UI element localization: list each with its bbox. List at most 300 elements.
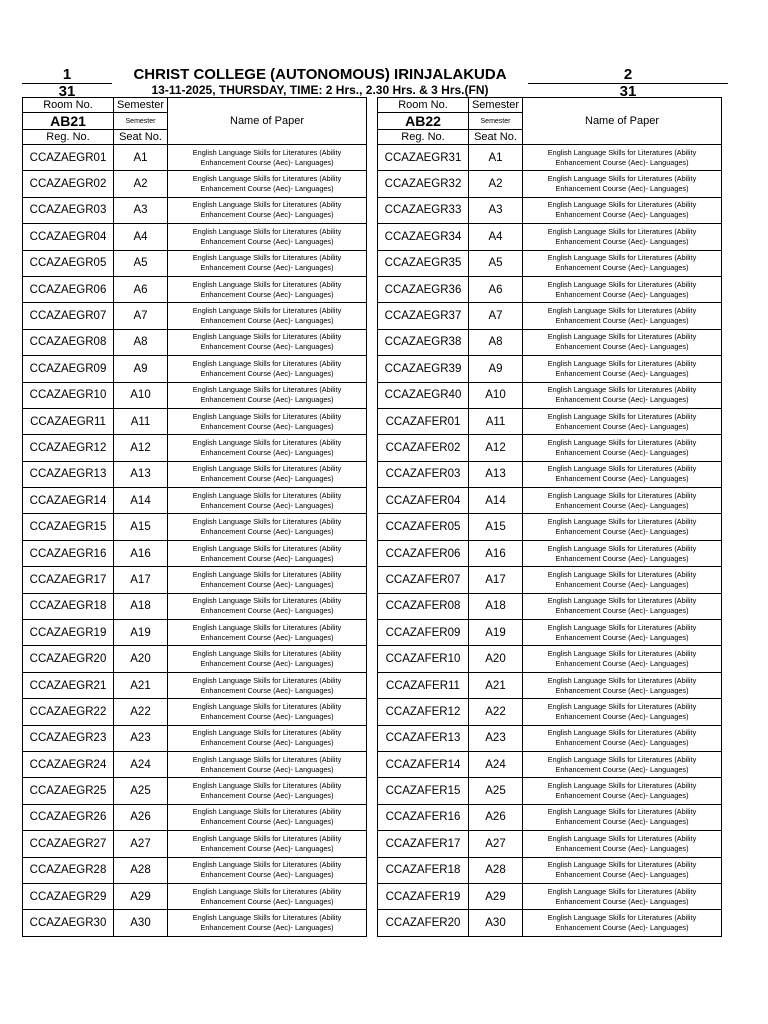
paper-name-cell (523, 567, 722, 593)
reg-no-cell: CCAZAEGR15 (23, 514, 114, 540)
paper-name-cell (523, 382, 722, 408)
reg-no-cell: CCAZAFER10 (378, 646, 469, 672)
paper-name-line1: English Language Skills for Literatures (Ability (547, 517, 697, 527)
table-row (378, 145, 722, 171)
paper-name-line1: English Language Skills for Literatures (Ability (192, 464, 342, 474)
reg-no-cell: CCAZAEGR12 (23, 435, 114, 461)
paper-name-cell (523, 857, 722, 883)
seat-no-cell: A30 (469, 910, 523, 936)
reg-no-cell: CCAZAEGR19 (23, 620, 114, 646)
seat-no-cell: A19 (114, 620, 168, 646)
paper-name-line1: English Language Skills for Literatures (Ability (192, 596, 342, 606)
seat-no-cell: A12 (469, 435, 523, 461)
paper-name-line2: Enhancement Course (Aec)- Languages) (555, 236, 689, 246)
table-row (23, 620, 367, 646)
seat-no-cell: A18 (469, 593, 523, 619)
paper-name-line1: English Language Skills for Literatures (Ability (547, 437, 697, 447)
reg-no-cell: CCAZAEGR39 (378, 356, 469, 382)
table-row (378, 171, 722, 197)
table-row (378, 329, 722, 355)
seat-no-cell: A4 (469, 224, 523, 250)
reg-no-cell: CCAZAEGR36 (378, 276, 469, 302)
paper-name-line1: English Language Skills for Literatures (Ability (547, 569, 697, 579)
paper-name-line2: Enhancement Course (Aec)- Languages) (200, 923, 334, 933)
paper-name-line2: Enhancement Course (Aec)- Languages) (555, 817, 689, 827)
paper-name-line1: English Language Skills for Literatures (Ability (547, 174, 697, 184)
paper-name-line2: Enhancement Course (Aec)- Languages) (555, 764, 689, 774)
paper-name-line1: English Language Skills for Literatures (Ability (547, 675, 697, 685)
seat-no-cell: A11 (469, 408, 523, 434)
reg-no-cell: CCAZAEGR16 (23, 540, 114, 566)
paper-name-cell (168, 857, 367, 883)
paper-name-cell (168, 171, 367, 197)
seat-no-cell: A9 (469, 356, 523, 382)
paper-name-cell (523, 408, 722, 434)
paper-name-line2: Enhancement Course (Aec)- Languages) (200, 685, 334, 695)
table-row (23, 382, 367, 408)
reg-no-cell: CCAZAEGR06 (23, 276, 114, 302)
reg-no-cell: CCAZAEGR34 (378, 224, 469, 250)
paper-name-line1: English Language Skills for Literatures (Ability (192, 807, 342, 817)
table-row (23, 672, 367, 698)
reg-no-cell: CCAZAFER14 (378, 751, 469, 777)
seating-table-left (22, 97, 367, 937)
table-row (23, 778, 367, 804)
paper-name-line2: Enhancement Course (Aec)- Languages) (200, 263, 334, 273)
seat-no-cell: A23 (469, 725, 523, 751)
paper-name-cell (168, 646, 367, 672)
seat-no-cell: A18 (114, 593, 168, 619)
paper-name-cell (523, 672, 722, 698)
paper-name-line1: English Language Skills for Literatures (Ability (192, 913, 342, 923)
reg-no-cell: CCAZAEGR22 (23, 699, 114, 725)
paper-name-line1: English Language Skills for Literatures (Ability (192, 860, 342, 870)
paper-name-line1: English Language Skills for Literatures (Ability (192, 200, 342, 210)
paper-name-line2: Enhancement Course (Aec)- Languages) (555, 791, 689, 801)
reg-no-cell: CCAZAFER17 (378, 831, 469, 857)
reg-no-cell: CCAZAEGR03 (23, 197, 114, 223)
seat-no-cell: A1 (114, 145, 168, 171)
seat-no-cell: A17 (469, 567, 523, 593)
paper-name-cell (523, 804, 722, 830)
table-row (378, 197, 722, 223)
semester-value: Semester (469, 113, 523, 130)
reg-no-cell: CCAZAFER03 (378, 461, 469, 487)
paper-name-line1: English Language Skills for Literatures (Ability (192, 569, 342, 579)
room-no-label: Room No. (23, 98, 114, 113)
paper-name-line2: Enhancement Course (Aec)- Languages) (555, 263, 689, 273)
reg-no-cell: CCAZAEGR40 (378, 382, 469, 408)
semester-value: Semester (114, 113, 168, 130)
table-row (378, 857, 722, 883)
paper-name-cell (168, 778, 367, 804)
seat-no-cell: A26 (469, 804, 523, 830)
paper-name-line1: English Language Skills for Literatures (Ability (547, 701, 697, 711)
paper-name-line2: Enhancement Course (Aec)- Languages) (555, 395, 689, 405)
left-page-number: 1 (62, 66, 72, 83)
paper-name-line2: Enhancement Course (Aec)- Languages) (200, 791, 334, 801)
paper-name-line1: English Language Skills for Literatures (Ability (547, 306, 697, 316)
paper-name-cell (523, 751, 722, 777)
paper-name-cell (523, 620, 722, 646)
paper-name-line1: English Language Skills for Literatures (Ability (192, 754, 342, 764)
seat-no-cell: A27 (469, 831, 523, 857)
seat-no-cell: A23 (114, 725, 168, 751)
seat-no-cell: A14 (114, 488, 168, 514)
seat-no-cell: A5 (469, 250, 523, 276)
paper-name-cell (523, 883, 722, 909)
table-row (378, 831, 722, 857)
left-student-count: 31 (58, 83, 76, 100)
paper-name-line1: English Language Skills for Literatures (Ability (547, 860, 697, 870)
paper-name-line1: English Language Skills for Literatures (Ability (192, 385, 342, 395)
seat-no-cell: A2 (469, 171, 523, 197)
paper-name-cell (523, 725, 722, 751)
table-row (23, 540, 367, 566)
paper-name-line2: Enhancement Course (Aec)- Languages) (555, 527, 689, 537)
paper-name-line2: Enhancement Course (Aec)- Languages) (555, 368, 689, 378)
paper-name-line2: Enhancement Course (Aec)- Languages) (555, 447, 689, 457)
paper-name-line1: English Language Skills for Literatures (Ability (547, 490, 697, 500)
paper-name-line2: Enhancement Course (Aec)- Languages) (555, 870, 689, 880)
seat-no-cell: A29 (114, 883, 168, 909)
paper-name-line1: English Language Skills for Literatures (Ability (547, 781, 697, 791)
paper-name-line1: English Language Skills for Literatures (Ability (192, 411, 342, 421)
seat-no-cell: A6 (114, 276, 168, 302)
table-row (23, 883, 367, 909)
paper-name-line2: Enhancement Course (Aec)- Languages) (555, 184, 689, 194)
semester-label: Semester (114, 98, 168, 113)
reg-no-cell: CCAZAFER19 (378, 883, 469, 909)
right-page-number: 2 (623, 66, 633, 83)
name-of-paper-header: Name of Paper (168, 98, 367, 145)
paper-name-line1: English Language Skills for Literatures (Ability (547, 358, 697, 368)
reg-no-cell: CCAZAEGR02 (23, 171, 114, 197)
paper-name-line1: English Language Skills for Literatures (Ability (192, 174, 342, 184)
reg-no-cell: CCAZAEGR30 (23, 910, 114, 936)
table-row (23, 593, 367, 619)
paper-name-line1: English Language Skills for Literatures (Ability (547, 649, 697, 659)
paper-name-cell (523, 145, 722, 171)
paper-name-line1: English Language Skills for Literatures (Ability (192, 675, 342, 685)
paper-name-cell (523, 646, 722, 672)
seat-no-cell: A5 (114, 250, 168, 276)
table-row (378, 276, 722, 302)
table-row (378, 699, 722, 725)
paper-name-line1: English Language Skills for Literatures (Ability (547, 807, 697, 817)
paper-name-line2: Enhancement Course (Aec)- Languages) (555, 474, 689, 484)
paper-name-line2: Enhancement Course (Aec)- Languages) (200, 870, 334, 880)
paper-name-cell (168, 540, 367, 566)
paper-name-line1: English Language Skills for Literatures (Ability (547, 543, 697, 553)
paper-name-line1: English Language Skills for Literatures (Ability (192, 358, 342, 368)
paper-name-line1: English Language Skills for Literatures (Ability (192, 833, 342, 843)
paper-name-line2: Enhancement Course (Aec)- Languages) (555, 316, 689, 326)
paper-name-cell (168, 329, 367, 355)
paper-name-line1: English Language Skills for Literatures (Ability (547, 253, 697, 263)
table-row (23, 514, 367, 540)
table-row (23, 276, 367, 302)
paper-name-line2: Enhancement Course (Aec)- Languages) (200, 316, 334, 326)
paper-name-line2: Enhancement Course (Aec)- Languages) (555, 843, 689, 853)
seat-no-cell: A3 (114, 197, 168, 223)
table-row (378, 488, 722, 514)
paper-name-line1: English Language Skills for Literatures (Ability (192, 226, 342, 236)
paper-name-cell (523, 435, 722, 461)
paper-name-line2: Enhancement Course (Aec)- Languages) (555, 632, 689, 642)
reg-no-cell: CCAZAFER15 (378, 778, 469, 804)
table-row (23, 751, 367, 777)
reg-no-cell: CCAZAEGR13 (23, 461, 114, 487)
paper-name-cell (168, 224, 367, 250)
paper-name-cell (523, 224, 722, 250)
paper-name-cell (168, 145, 367, 171)
paper-name-cell (168, 382, 367, 408)
reg-no-cell: CCAZAEGR35 (378, 250, 469, 276)
seat-no-cell: A8 (114, 329, 168, 355)
reg-no-cell: CCAZAEGR31 (378, 145, 469, 171)
reg-no-cell: CCAZAEGR33 (378, 197, 469, 223)
table-row (378, 778, 722, 804)
paper-name-line1: English Language Skills for Literatures (Ability (192, 701, 342, 711)
paper-name-line2: Enhancement Course (Aec)- Languages) (200, 157, 334, 167)
seat-no-cell: A24 (114, 751, 168, 777)
paper-name-line2: Enhancement Course (Aec)- Languages) (200, 210, 334, 220)
paper-name-cell (523, 699, 722, 725)
reg-no-cell: CCAZAEGR37 (378, 303, 469, 329)
paper-name-line2: Enhancement Course (Aec)- Languages) (555, 157, 689, 167)
paper-name-cell (523, 171, 722, 197)
paper-name-line2: Enhancement Course (Aec)- Languages) (200, 738, 334, 748)
reg-no-cell: CCAZAFER05 (378, 514, 469, 540)
table-row (378, 910, 722, 936)
reg-no-cell: CCAZAEGR38 (378, 329, 469, 355)
table-row (378, 751, 722, 777)
paper-name-cell (168, 699, 367, 725)
seat-no-cell: A10 (469, 382, 523, 408)
table-row (378, 435, 722, 461)
paper-name-line1: English Language Skills for Literatures (Ability (192, 649, 342, 659)
paper-name-line1: English Language Skills for Literatures (Ability (547, 886, 697, 896)
paper-name-line2: Enhancement Course (Aec)- Languages) (555, 289, 689, 299)
table-row (378, 250, 722, 276)
paper-name-line1: English Language Skills for Literatures (Ability (192, 490, 342, 500)
paper-name-line1: English Language Skills for Literatures (Ability (547, 622, 697, 632)
seat-no-cell: A12 (114, 435, 168, 461)
seat-no-cell: A27 (114, 831, 168, 857)
paper-name-line2: Enhancement Course (Aec)- Languages) (200, 289, 334, 299)
paper-name-cell (168, 620, 367, 646)
paper-name-cell (523, 831, 722, 857)
seat-no-cell: A16 (114, 540, 168, 566)
table-row (378, 593, 722, 619)
paper-name-cell (523, 250, 722, 276)
reg-no-cell: CCAZAEGR26 (23, 804, 114, 830)
reg-no-cell: CCAZAFER18 (378, 857, 469, 883)
paper-name-line1: English Language Skills for Literatures (Ability (192, 622, 342, 632)
reg-no-cell: CCAZAEGR32 (378, 171, 469, 197)
paper-name-line2: Enhancement Course (Aec)- Languages) (200, 606, 334, 616)
paper-name-line2: Enhancement Course (Aec)- Languages) (555, 659, 689, 669)
seat-no-header: Seat No. (469, 130, 523, 145)
paper-name-line1: English Language Skills for Literatures (Ability (547, 147, 697, 157)
reg-no-cell: CCAZAEGR25 (23, 778, 114, 804)
reg-no-cell: CCAZAEGR11 (23, 408, 114, 434)
paper-name-line1: English Language Skills for Literatures (Ability (547, 728, 697, 738)
paper-name-cell (523, 778, 722, 804)
paper-name-line1: English Language Skills for Literatures (Ability (192, 886, 342, 896)
table-row (23, 804, 367, 830)
table-row (23, 488, 367, 514)
room-no-label: Room No. (378, 98, 469, 113)
table-row (23, 831, 367, 857)
seat-no-cell: A25 (114, 778, 168, 804)
seat-no-cell: A7 (114, 303, 168, 329)
paper-name-line2: Enhancement Course (Aec)- Languages) (200, 817, 334, 827)
paper-name-line1: English Language Skills for Literatures (Ability (547, 596, 697, 606)
reg-no-cell: CCAZAFER06 (378, 540, 469, 566)
reg-no-cell: CCAZAFER08 (378, 593, 469, 619)
paper-name-line1: English Language Skills for Literatures (Ability (192, 332, 342, 342)
paper-name-cell (168, 910, 367, 936)
paper-name-line2: Enhancement Course (Aec)- Languages) (200, 500, 334, 510)
paper-name-line2: Enhancement Course (Aec)- Languages) (200, 474, 334, 484)
paper-name-line1: English Language Skills for Literatures (Ability (192, 306, 342, 316)
reg-no-cell: CCAZAFER20 (378, 910, 469, 936)
reg-no-cell: CCAZAEGR29 (23, 883, 114, 909)
paper-name-line2: Enhancement Course (Aec)- Languages) (555, 579, 689, 589)
table-row (23, 567, 367, 593)
reg-no-cell: CCAZAEGR08 (23, 329, 114, 355)
reg-no-cell: CCAZAEGR23 (23, 725, 114, 751)
seat-no-cell: A3 (469, 197, 523, 223)
seat-no-cell: A14 (469, 488, 523, 514)
paper-name-cell (523, 910, 722, 936)
paper-name-line1: English Language Skills for Literatures (Ability (547, 226, 697, 236)
paper-name-line2: Enhancement Course (Aec)- Languages) (555, 606, 689, 616)
paper-name-cell (168, 408, 367, 434)
paper-name-line1: English Language Skills for Literatures (Ability (192, 253, 342, 263)
paper-name-line2: Enhancement Course (Aec)- Languages) (555, 685, 689, 695)
semester-label: Semester (469, 98, 523, 113)
paper-name-line1: English Language Skills for Literatures (Ability (547, 332, 697, 342)
reg-no-cell: CCAZAEGR10 (23, 382, 114, 408)
seat-no-cell: A11 (114, 408, 168, 434)
table-row (378, 408, 722, 434)
table-row (23, 435, 367, 461)
table-row (23, 910, 367, 936)
reg-no-cell: CCAZAEGR05 (23, 250, 114, 276)
seat-no-cell: A20 (114, 646, 168, 672)
seating-table-right (377, 97, 722, 937)
paper-name-line2: Enhancement Course (Aec)- Languages) (555, 553, 689, 563)
paper-name-line2: Enhancement Course (Aec)- Languages) (200, 553, 334, 563)
reg-no-cell: CCAZAEGR18 (23, 593, 114, 619)
seat-no-cell: A4 (114, 224, 168, 250)
seat-no-cell: A28 (114, 857, 168, 883)
table-row (23, 725, 367, 751)
room-code: AB21 (23, 113, 114, 130)
paper-name-cell (523, 197, 722, 223)
table-row (378, 883, 722, 909)
paper-name-line2: Enhancement Course (Aec)- Languages) (200, 711, 334, 721)
reg-no-cell: CCAZAEGR20 (23, 646, 114, 672)
paper-name-cell (168, 567, 367, 593)
seat-no-cell: A9 (114, 356, 168, 382)
paper-name-cell (168, 435, 367, 461)
paper-name-line1: English Language Skills for Literatures (Ability (547, 411, 697, 421)
seat-no-cell: A7 (469, 303, 523, 329)
table-row (23, 145, 367, 171)
table-row (378, 804, 722, 830)
paper-name-line2: Enhancement Course (Aec)- Languages) (200, 236, 334, 246)
table-row (23, 461, 367, 487)
paper-name-line2: Enhancement Course (Aec)- Languages) (200, 447, 334, 457)
paper-name-cell (523, 329, 722, 355)
table-row (23, 408, 367, 434)
paper-name-line1: English Language Skills for Literatures (Ability (547, 833, 697, 843)
seat-no-cell: A13 (469, 461, 523, 487)
paper-name-line2: Enhancement Course (Aec)- Languages) (200, 632, 334, 642)
table-row (378, 620, 722, 646)
paper-name-cell (168, 461, 367, 487)
paper-name-line2: Enhancement Course (Aec)- Languages) (200, 579, 334, 589)
table-row (23, 171, 367, 197)
seat-no-cell: A25 (469, 778, 523, 804)
reg-no-cell: CCAZAFER11 (378, 672, 469, 698)
seat-no-header: Seat No. (114, 130, 168, 145)
college-title: CHRIST COLLEGE (AUTONOMOUS) IRINJALAKUDA (133, 66, 507, 83)
seat-no-cell: A1 (469, 145, 523, 171)
reg-no-cell: CCAZAFER01 (378, 408, 469, 434)
table-row (23, 224, 367, 250)
table-row (378, 567, 722, 593)
seat-no-cell: A16 (469, 540, 523, 566)
table-row (378, 461, 722, 487)
paper-name-line2: Enhancement Course (Aec)- Languages) (200, 342, 334, 352)
paper-name-line2: Enhancement Course (Aec)- Languages) (200, 896, 334, 906)
paper-name-cell (168, 751, 367, 777)
paper-name-line1: English Language Skills for Literatures (Ability (547, 200, 697, 210)
paper-name-line1: English Language Skills for Literatures (Ability (192, 781, 342, 791)
paper-name-line2: Enhancement Course (Aec)- Languages) (555, 210, 689, 220)
table-row (378, 356, 722, 382)
seat-no-cell: A10 (114, 382, 168, 408)
paper-name-cell (523, 488, 722, 514)
table-row (378, 224, 722, 250)
paper-name-cell (168, 831, 367, 857)
seat-no-cell: A21 (469, 672, 523, 698)
paper-name-line2: Enhancement Course (Aec)- Languages) (200, 184, 334, 194)
paper-name-line2: Enhancement Course (Aec)- Languages) (200, 527, 334, 537)
paper-name-line2: Enhancement Course (Aec)- Languages) (200, 843, 334, 853)
reg-no-cell: CCAZAEGR27 (23, 831, 114, 857)
reg-no-header: Reg. No. (23, 130, 114, 145)
paper-name-cell (168, 593, 367, 619)
seat-no-cell: A2 (114, 171, 168, 197)
seat-no-cell: A24 (469, 751, 523, 777)
seat-no-cell: A29 (469, 883, 523, 909)
right-student-count: 31 (619, 83, 637, 100)
paper-name-cell (168, 725, 367, 751)
paper-name-line1: English Language Skills for Literatures (Ability (547, 385, 697, 395)
paper-name-cell (523, 276, 722, 302)
paper-name-line1: English Language Skills for Literatures (Ability (192, 147, 342, 157)
reg-no-cell: CCAZAEGR24 (23, 751, 114, 777)
reg-no-cell: CCAZAEGR09 (23, 356, 114, 382)
table-row (378, 646, 722, 672)
paper-name-cell (523, 540, 722, 566)
